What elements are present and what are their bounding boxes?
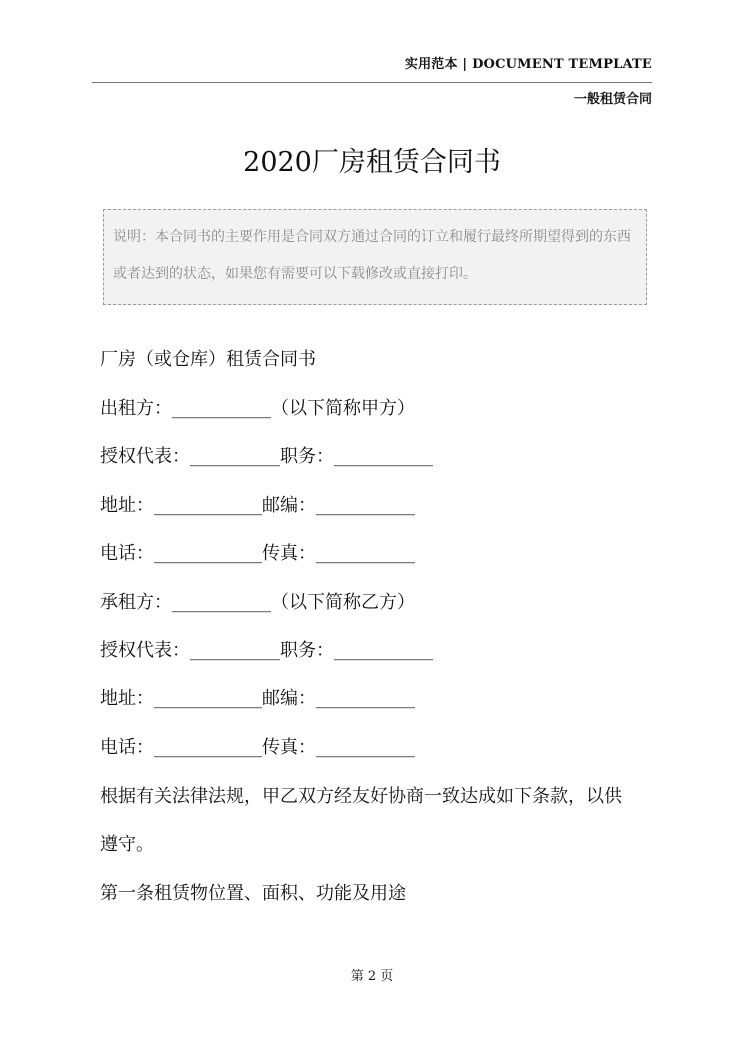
lessor-line: 出租方：___________（以下简称甲方） [100,398,415,419]
document-title: 2020厂房租赁合同书 [243,147,501,178]
lessor-phone-line: 电话：____________传真：___________ [100,543,415,564]
article-one-heading: 第一条租赁物位置、面积、功能及用途 [100,883,406,904]
description-note-text: 说明：本合同书的主要作用是合同双方通过合同的订立和履行最终所期望得到的东西或者达到的状态，如果您有需要可以下载修改或直接打印。 [113,229,631,282]
header-divider [92,82,652,83]
contract-heading: 厂房（或仓库）租赁合同书 [100,349,316,370]
lessor-representative-line: 授权代表：__________职务：___________ [100,446,433,467]
lessee-representative-line: 授权代表：__________职务：___________ [100,640,433,661]
agreement-paragraph-line-1: 根据有关法律法规，甲乙双方经友好协商一致达成如下条款，以供 [100,786,622,807]
lessee-address-line: 地址：____________邮编：___________ [100,688,415,709]
lessor-address-line: 地址：____________邮编：___________ [100,495,415,516]
lessee-line: 承租方：___________（以下简称乙方） [100,592,415,613]
header-document-template-label: 实用范本 | DOCUMENT TEMPLATE [404,57,652,72]
agreement-paragraph-line-2: 遵守。 [100,834,154,855]
description-note-box [103,209,647,305]
lessee-phone-line: 电话：____________传真：___________ [100,737,415,758]
header-category-label: 一般租赁合同 [573,92,652,107]
page-number: 第 2 页 [350,969,394,984]
